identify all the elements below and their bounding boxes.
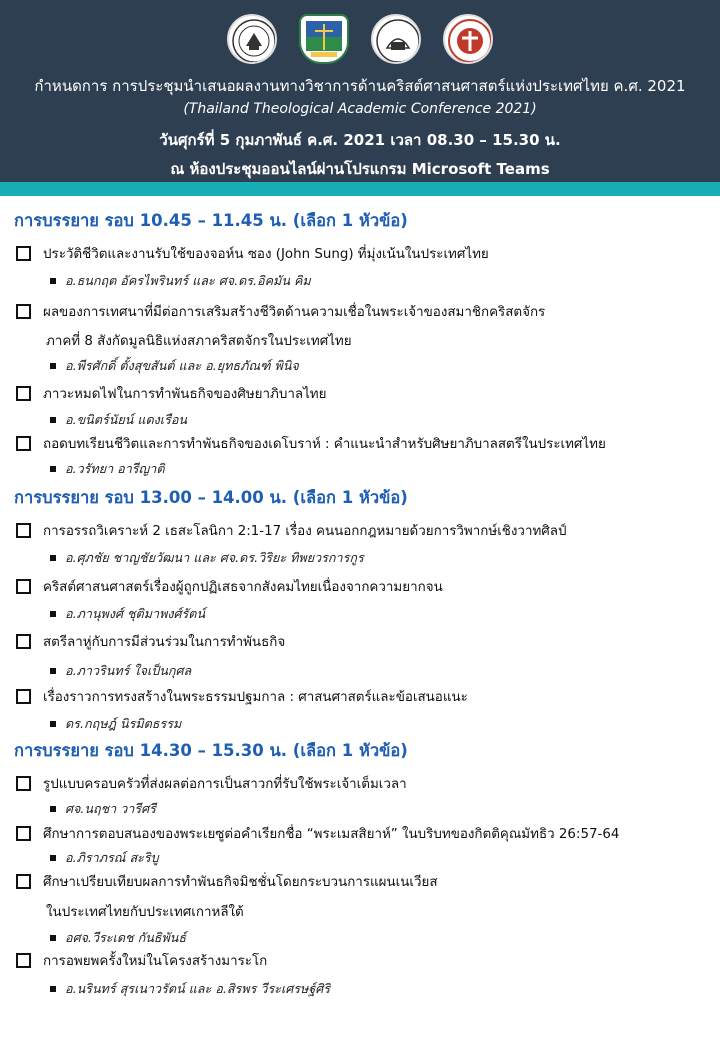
topic-title: ศึกษาการตอบสนองของพระเยซูต่อคำเรียกชื่อ “พระเมสสิยาห์” ในบริบทของกิตติคุณมัทธิว 26:57-64 [43,827,620,842]
topic-title: รูปแบบครอบครัวที่ส่งผลต่อการเป็นสาวกที่รับใช้พระเจ้าเต็มเวลา [43,777,407,792]
speaker-names: อ.ภาวรินทร์ ใจเป็นกุศล [65,663,192,678]
topic-item[interactable] [16,871,438,892]
topic-title-continued: ภาคที่ 8 สังกัดมูลนิธิแห่งสภาคริสตจักรในประเทศไทย [46,334,352,349]
speaker-line [50,356,299,376]
checkbox-icon[interactable] [16,386,31,401]
topic-item[interactable] [16,243,489,264]
speaker-names: ดร.กฤษฎ์ นิรมิตธรรม [65,716,182,731]
speaker-line [50,661,191,681]
bullet-icon [50,855,56,861]
topic-title: ถอดบทเรียนชีวิตและการทำพันธกิจของเดโบราห์ : คำแนะนำสำหรับศิษยาภิบาลสตรีในประเทศไทย [43,437,606,452]
topic-title-continued: ในประเทศไทยกับประเทศเกาหลีใต้ [46,905,244,920]
session-title: การบรรยาย รอบ 14.30 – 15.30 น. (เลือก 1 หัวข้อ) [14,741,408,760]
checkbox-icon[interactable] [16,634,31,649]
speaker-names: อ.ธนกฤต อัครไพรินทร์ และ ศจ.ดร.อิคมัน คิม [65,273,311,288]
schedule-title: กำหนดการ การประชุมนำเสนอผลงานทางวิชาการด้านคริสต์ศาสนศาสตร์แห่งประเทศไทย ค.ศ. 2021 [34,77,686,95]
speaker-names: อ.วรัทยา อารีญาติ [65,461,165,476]
bullet-icon [50,935,56,941]
speaker-line [50,928,186,948]
topic-item[interactable] [16,433,606,454]
bullet-icon [50,721,56,727]
bullet-icon [50,611,56,617]
college-shield-logo-icon [299,14,349,64]
bullet-icon [50,806,56,812]
bullet-icon [50,668,56,674]
topic-item[interactable] [16,576,443,597]
topic-title: การอพยพครั้งใหม่ในโครงสร้างมาระโก [43,954,268,969]
speaker-names: อศจ.วีระเดช กันธิพันธ์ [65,930,187,945]
speaker-names: อ.ภานุพงศ์ ชุติมาพงศ์รัตน์ [65,606,206,621]
speaker-names: อ.ภิราภรณ์ สะริบู [65,850,159,865]
topic-item[interactable] [16,631,285,652]
topic-title: ประวัติชีวิตและงานรับใช้ของจอห์น ซอง (John Sung) ที่มุ่งเน้นในประเทศไทย [43,247,489,262]
topic-item[interactable] [16,383,326,404]
topic-title: การอรรถวิเคราะห์ 2 เธสะโลนิกา 2:1-17 เรื่อง คนนอกกฎหมายด้วยการวิพากษ์เชิงวาทศิลป์ [43,524,567,539]
speaker-names: อ.ศุภชัย ชาญชัยวัฒนา และ ศจ.ดร.วิริยะ ทิพยวรการกูร [65,550,364,565]
topic-item[interactable] [16,823,619,844]
speaker-line [50,271,311,291]
topic-item[interactable] [16,686,468,707]
bullet-icon [50,555,56,561]
checkbox-icon[interactable] [16,523,31,538]
topic-item[interactable] [16,301,545,322]
topic-title: ศึกษาเปรียบเทียบผลการทำพันธกิจมิชชั่นโดยกระบวนการแผนเนเวียส [43,875,438,890]
speaker-line [50,410,187,430]
session-title: การบรรยาย รอบ 10.45 – 11.45 น. (เลือก 1 หัวข้อ) [14,211,408,230]
topic-item[interactable] [16,950,267,971]
session-title: การบรรยาย รอบ 13.00 – 14.00 น. (เลือก 1 หัวข้อ) [14,488,408,507]
checkbox-icon[interactable] [16,579,31,594]
topic-title: คริสต์ศาสนศาสตร์เรื่องผู้ถูกปฏิเสธจากสังคมไทยเนื่องจากความยากจน [43,580,443,595]
bullet-icon [50,466,56,472]
speaker-line [50,714,181,734]
bullet-icon [50,278,56,284]
event-date-time: วันศุกร์ที่ 5 กุมภาพันธ์ ค.ศ. 2021 เวลา 08.30 – 15.30 น. [159,131,561,149]
header-banner [0,0,720,182]
logo-row [0,14,720,66]
speaker-line [50,604,205,624]
speaker-line [50,548,364,568]
topic-title: สตรีลาหู่กับการมีส่วนร่วมในการทำพันธกิจ [43,635,286,650]
speaker-names: อ.พีรศักดิ์ ตั้งสุขสันต์ และ อ.ยุทธภัณฑ์ พินิจ [65,358,299,373]
bullet-icon [50,986,56,992]
seminary-logo-icon [227,14,277,64]
speaker-names: อ.นรินทร์ สุรเนาวรัตน์ และ อ.สิรพร วีระเศรษฐ์ศิริ [65,981,331,996]
bullet-icon [50,417,56,423]
checkbox-icon[interactable] [16,436,31,451]
checkbox-icon[interactable] [16,689,31,704]
topic-title: เรื่องราวการทรงสร้างในพระธรรมปฐมกาล : ศาสนศาสตร์และข้อเสนอแนะ [43,690,468,705]
speaker-names: อ.ขนิตร์นัยน์ แดงเรือน [65,412,188,427]
checkbox-icon[interactable] [16,953,31,968]
checkbox-icon[interactable] [16,776,31,791]
theological-college-logo-icon [371,14,421,64]
event-venue: ณ ห้องประชุมออนไลน์ผ่านโปรแกรม Microsoft Teams [170,160,550,178]
checkbox-icon[interactable] [16,826,31,841]
topic-title: ผลของการเทศนาที่มีต่อการเสริมสร้างชีวิตด้านความเชื่อในพระเจ้าของสมาชิกคริสตจักร [43,305,546,320]
speaker-names: ศจ.นฤชา วารีศรี [65,801,156,816]
checkbox-icon[interactable] [16,874,31,889]
conference-name-en: (Thailand Theological Academic Conference 2021) [183,101,537,117]
topic-title: ภาวะหมดไฟในการทำพันธกิจของศิษยาภิบาลไทย [43,387,327,402]
speaker-line [50,848,159,868]
speaker-line [50,459,165,479]
bullet-icon [50,363,56,369]
topic-item[interactable] [16,773,407,794]
checkbox-icon[interactable] [16,304,31,319]
header-accent-stripe [0,182,720,196]
church-cross-logo-icon [443,14,493,64]
speaker-line [50,979,330,999]
speaker-line [50,799,156,819]
topic-item[interactable] [16,520,567,541]
checkbox-icon[interactable] [16,246,31,261]
